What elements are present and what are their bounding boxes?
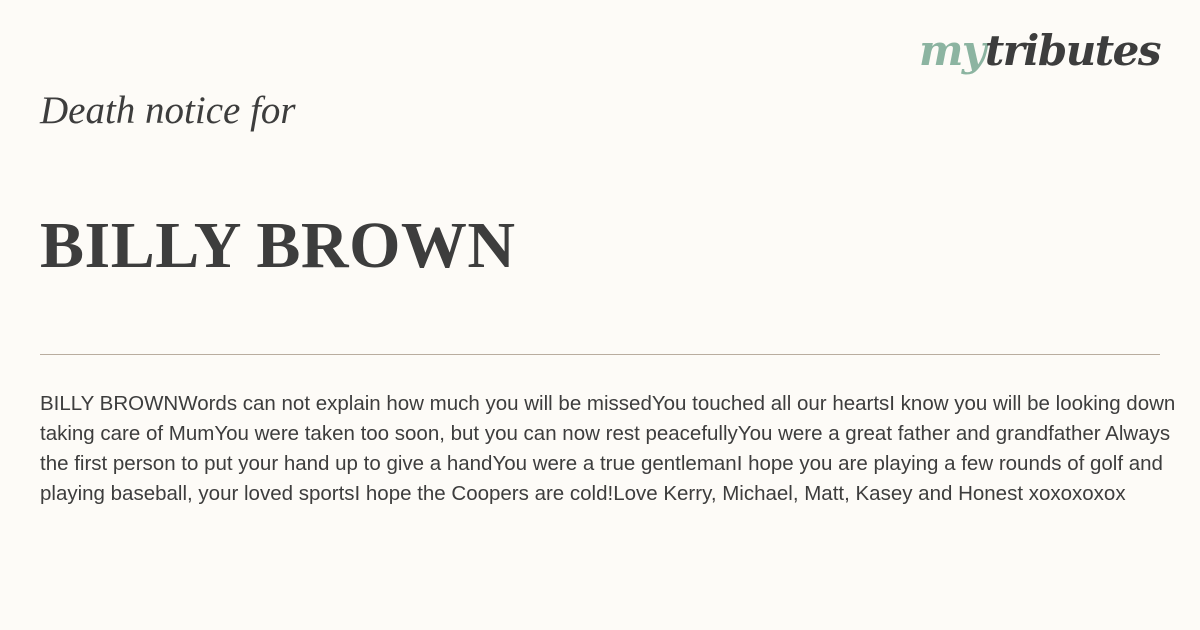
logo-tributes-text: tributes	[984, 26, 1160, 75]
deceased-name: BILLY BROWN	[40, 209, 516, 282]
mytributes-logo[interactable]	[918, 26, 1160, 75]
notice-kicker: Death notice for	[40, 89, 296, 132]
divider	[40, 354, 1160, 355]
notice-message: BILLY BROWNWords can not explain how much you will be missedYou touched all our heartsI know you will be looking down taking care of MumYou were taken too soon, but you can now rest peacefullyYou were a great father and grandfather Always the first person to put your hand up to give a handYou were a true gentlemanI hope you are playing a few rounds of golf and playing baseball, your loved sportsI hope the Coopers are cold!Love Kerry, Michael, Matt, Kasey and Honest xoxoxoxox	[40, 392, 1176, 505]
logo-my-text: my	[918, 26, 985, 75]
